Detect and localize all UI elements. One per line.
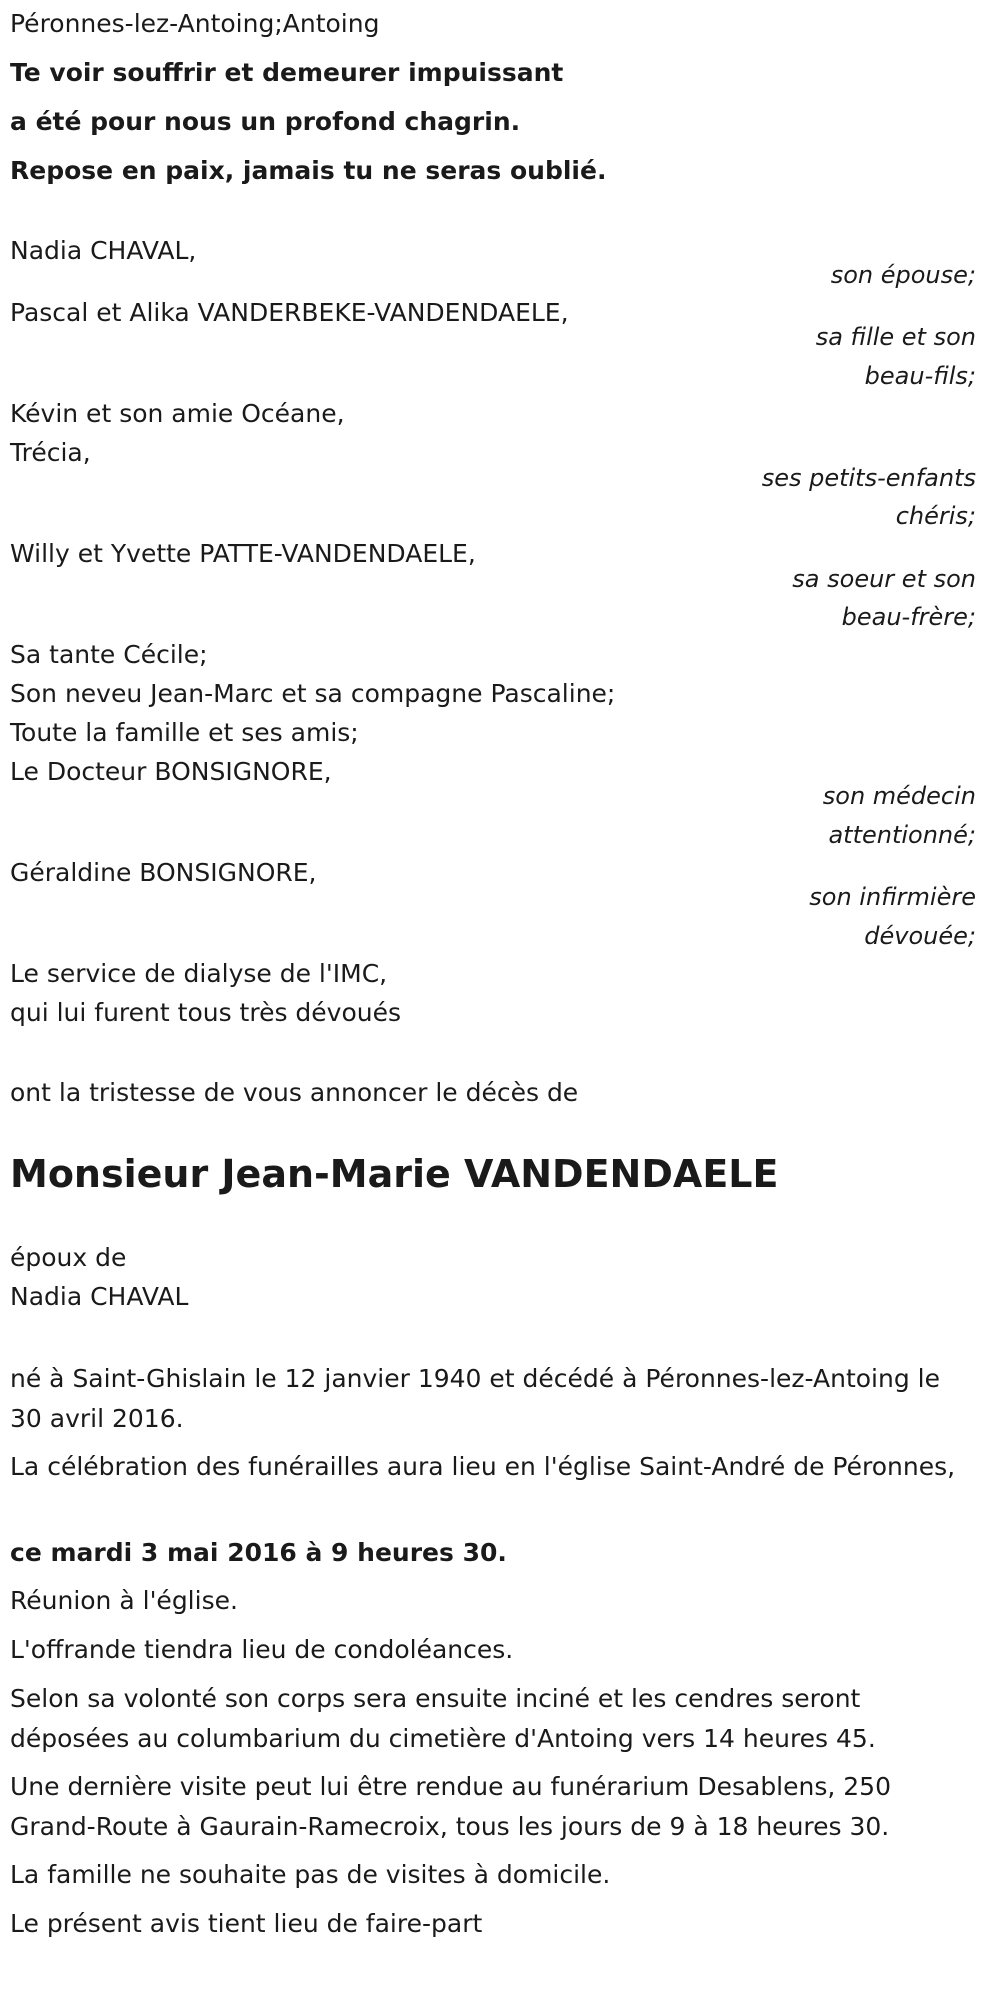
poem-line: Te voir souffrir et demeurer impuissant bbox=[10, 58, 564, 87]
mourner-name: Nadia CHAVAL, bbox=[10, 236, 197, 265]
notice: Le présent avis tient lieu de faire-part bbox=[10, 1909, 483, 1938]
deceased-name: Monsieur Jean-Marie VANDENDAELE bbox=[10, 1152, 779, 1196]
cremation: Selon sa volonté son corps sera ensuite inciné et les cendres seront déposées au columbarium du cimetière d'Antoing vers 14 heures 45. bbox=[10, 1684, 876, 1753]
mourner-relation: sa fille et son bbox=[815, 323, 976, 351]
mourner-name: qui lui furent tous très dévoués bbox=[10, 998, 402, 1027]
mourner-name: Willy et Yvette PATTE-VANDENDAELE, bbox=[10, 539, 476, 568]
gathering: Réunion à l'église. bbox=[10, 1586, 238, 1615]
mourner-relation: beau-fils; bbox=[864, 362, 976, 390]
ceremony-time: ce mardi 3 mai 2016 à 9 heures 30. bbox=[10, 1538, 507, 1567]
location: Péronnes-lez-Antoing;Antoing bbox=[10, 9, 380, 38]
mourner-name: Pascal et Alika VANDERBEKE-VANDENDAELE, bbox=[10, 298, 569, 327]
mourner-name: Le service de dialyse de l'IMC, bbox=[10, 959, 388, 988]
poem-line: a été pour nous un profond chagrin. bbox=[10, 107, 521, 136]
mourner-relation: beau-frère; bbox=[841, 603, 976, 631]
mourner-relation: sa soeur et son bbox=[792, 565, 976, 593]
offering: L'offrande tiendra lieu de condoléances. bbox=[10, 1635, 514, 1664]
mourner-name: Kévin et son amie Océane, bbox=[10, 399, 345, 428]
ceremony: La célébration des funérailles aura lieu en l'église Saint-André de Péronnes, bbox=[10, 1452, 956, 1481]
mourner-name: Toute la famille et ses amis; bbox=[10, 718, 359, 747]
mourner-name: Son neveu Jean-Marc et sa compagne Pascaline; bbox=[10, 679, 616, 708]
mourner-relation: chéris; bbox=[895, 502, 976, 530]
mourner-relation: son médecin bbox=[822, 782, 976, 810]
announcement: ont la tristesse de vous annoncer le décès de bbox=[10, 1078, 579, 1107]
mourner-name: Géraldine BONSIGNORE, bbox=[10, 858, 317, 887]
mourner-relation: dévouée; bbox=[864, 922, 976, 950]
mourner-relation: ses petits-enfants bbox=[761, 464, 976, 492]
mourner-name: Sa tante Cécile; bbox=[10, 640, 208, 669]
mourner-name: Le Docteur BONSIGNORE, bbox=[10, 757, 332, 786]
birth-death: né à Saint-Ghislain le 12 janvier 1940 et décédé à Péronnes-lez-Antoing le 30 avril 2016. bbox=[10, 1364, 940, 1433]
spouse-line: époux de bbox=[10, 1243, 127, 1272]
no-home-visits: La famille ne souhaite pas de visites à domicile. bbox=[10, 1860, 611, 1889]
mourner-relation: attentionné; bbox=[828, 821, 976, 849]
mourner-name: Trécia, bbox=[10, 438, 91, 467]
mourner-relation: son épouse; bbox=[830, 261, 976, 289]
visit: Une dernière visite peut lui être rendue au funérarium Desablens, 250 Grand-Route à Gaurain-Ramecroix, tous les jours de 9 à 18 heures 30. bbox=[10, 1772, 891, 1841]
mourner-relation: son infirmière bbox=[809, 883, 976, 911]
poem-line: Repose en paix, jamais tu ne seras oublié. bbox=[10, 156, 607, 185]
spouse-line: Nadia CHAVAL bbox=[10, 1282, 189, 1311]
